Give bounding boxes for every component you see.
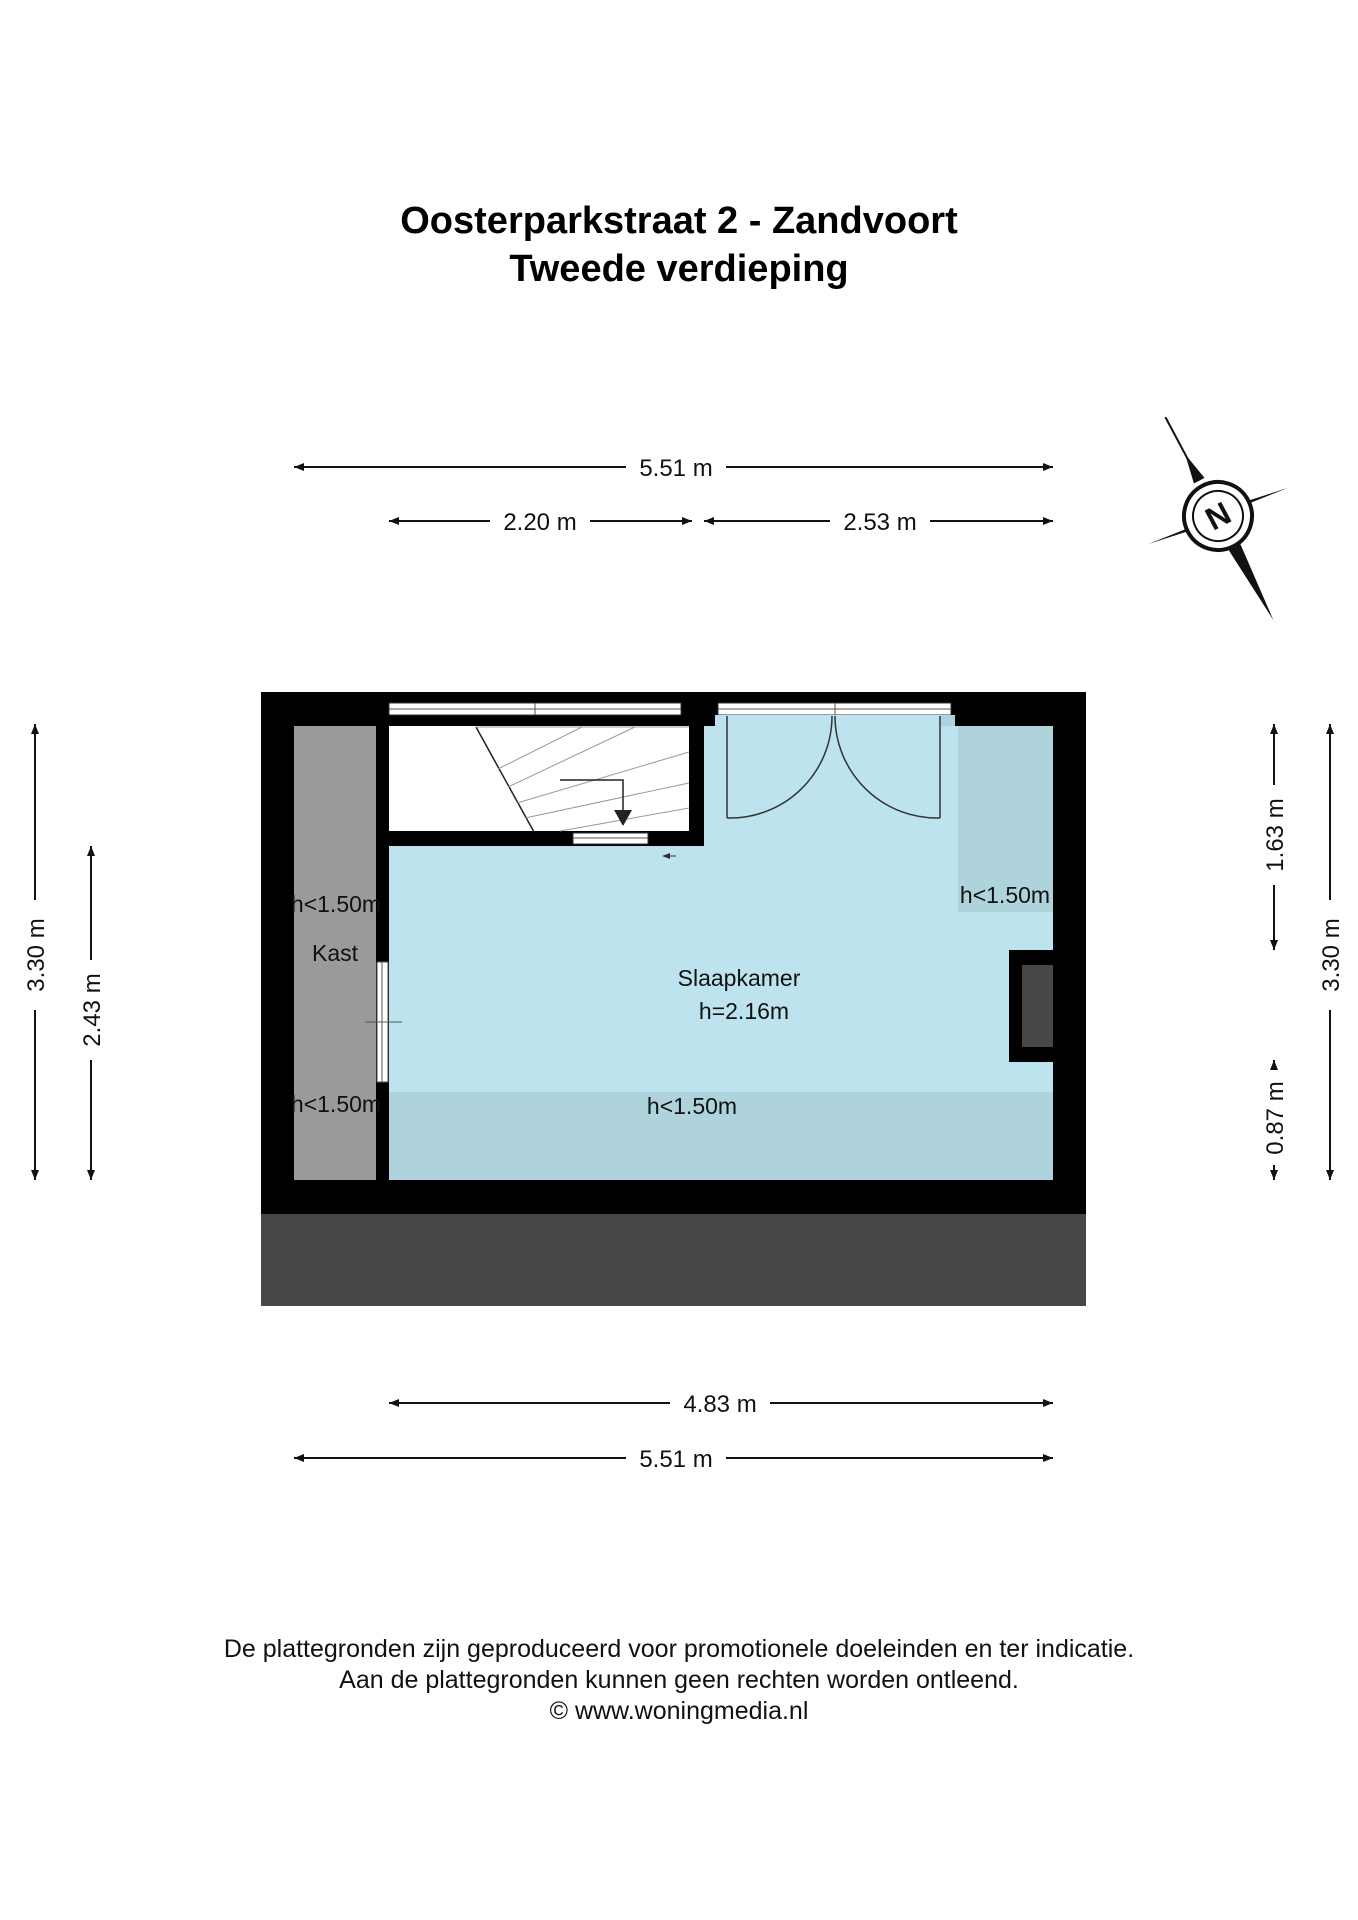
- disclaimer-line-1: De plattegronden zijn geproduceerd voor promotionele doeleinden en ter indicatie.: [223, 1635, 1135, 1663]
- dimension-right-upper: [1262, 724, 1289, 950]
- dimension-label: 1.63 m: [1262, 798, 1289, 872]
- floor-name: Tweede verdieping: [509, 248, 849, 290]
- dimension-label: 2.43 m: [79, 973, 106, 1047]
- dimension-top-right: [704, 509, 1053, 536]
- dimension-right-lower: [1262, 1060, 1289, 1180]
- wall-stair-bottom: [389, 831, 573, 844]
- low-ceiling-label-kast-bottom: h<1.50m: [290, 1091, 382, 1117]
- dimension-label: 3.30 m: [1318, 918, 1345, 992]
- low-ceiling-label-kast-top: h<1.50m: [290, 891, 382, 917]
- dimension-bottom-total: [294, 1446, 1053, 1473]
- room-name-slaapkamer: Slaapkamer: [677, 965, 801, 991]
- dimension-top-left: [389, 509, 692, 536]
- dimension-label: 3.30 m: [23, 918, 50, 992]
- dimension-bottom-inner: [389, 1391, 1053, 1418]
- window-right: [718, 703, 951, 715]
- room-height-slaapkamer: h=2.16m: [698, 998, 790, 1024]
- dimension-left-outer: [23, 724, 50, 1180]
- window-left: [389, 703, 681, 715]
- low-ceiling-label-bottom: h<1.50m: [646, 1093, 738, 1119]
- dimension-right-outer: [1318, 724, 1345, 1180]
- dimension-label: 2.53 m: [843, 509, 917, 536]
- copyright-link[interactable]: © www.woningmedia.nl: [549, 1697, 809, 1725]
- plan-title: Oosterparkstraat 2 - Zandvoort: [400, 200, 958, 242]
- low-ceiling-label-right: h<1.50m: [959, 882, 1051, 908]
- disclaimer-line-2: Aan de plattegronden kunnen geen rechten worden ontleend.: [339, 1666, 1019, 1694]
- wall-pier: [683, 692, 715, 726]
- wall-stair-right: [689, 726, 704, 846]
- dimension-label: 4.83 m: [683, 1391, 757, 1418]
- dimension-label: 0.87 m: [1262, 1081, 1289, 1155]
- dimension-left-inner: [79, 846, 106, 1180]
- dimension-top-total: [294, 455, 1053, 482]
- wall-kast-upper: [376, 726, 389, 962]
- compass-letter: N: [1199, 494, 1237, 538]
- dimension-label: 2.20 m: [503, 509, 577, 536]
- roof-band: [261, 1214, 1086, 1306]
- north-arrow-icon: [1099, 382, 1339, 655]
- dimension-label: 5.51 m: [639, 455, 713, 482]
- dimension-label: 5.51 m: [639, 1446, 713, 1473]
- stair-railing: [573, 833, 648, 844]
- room-name-kast: Kast: [311, 940, 359, 966]
